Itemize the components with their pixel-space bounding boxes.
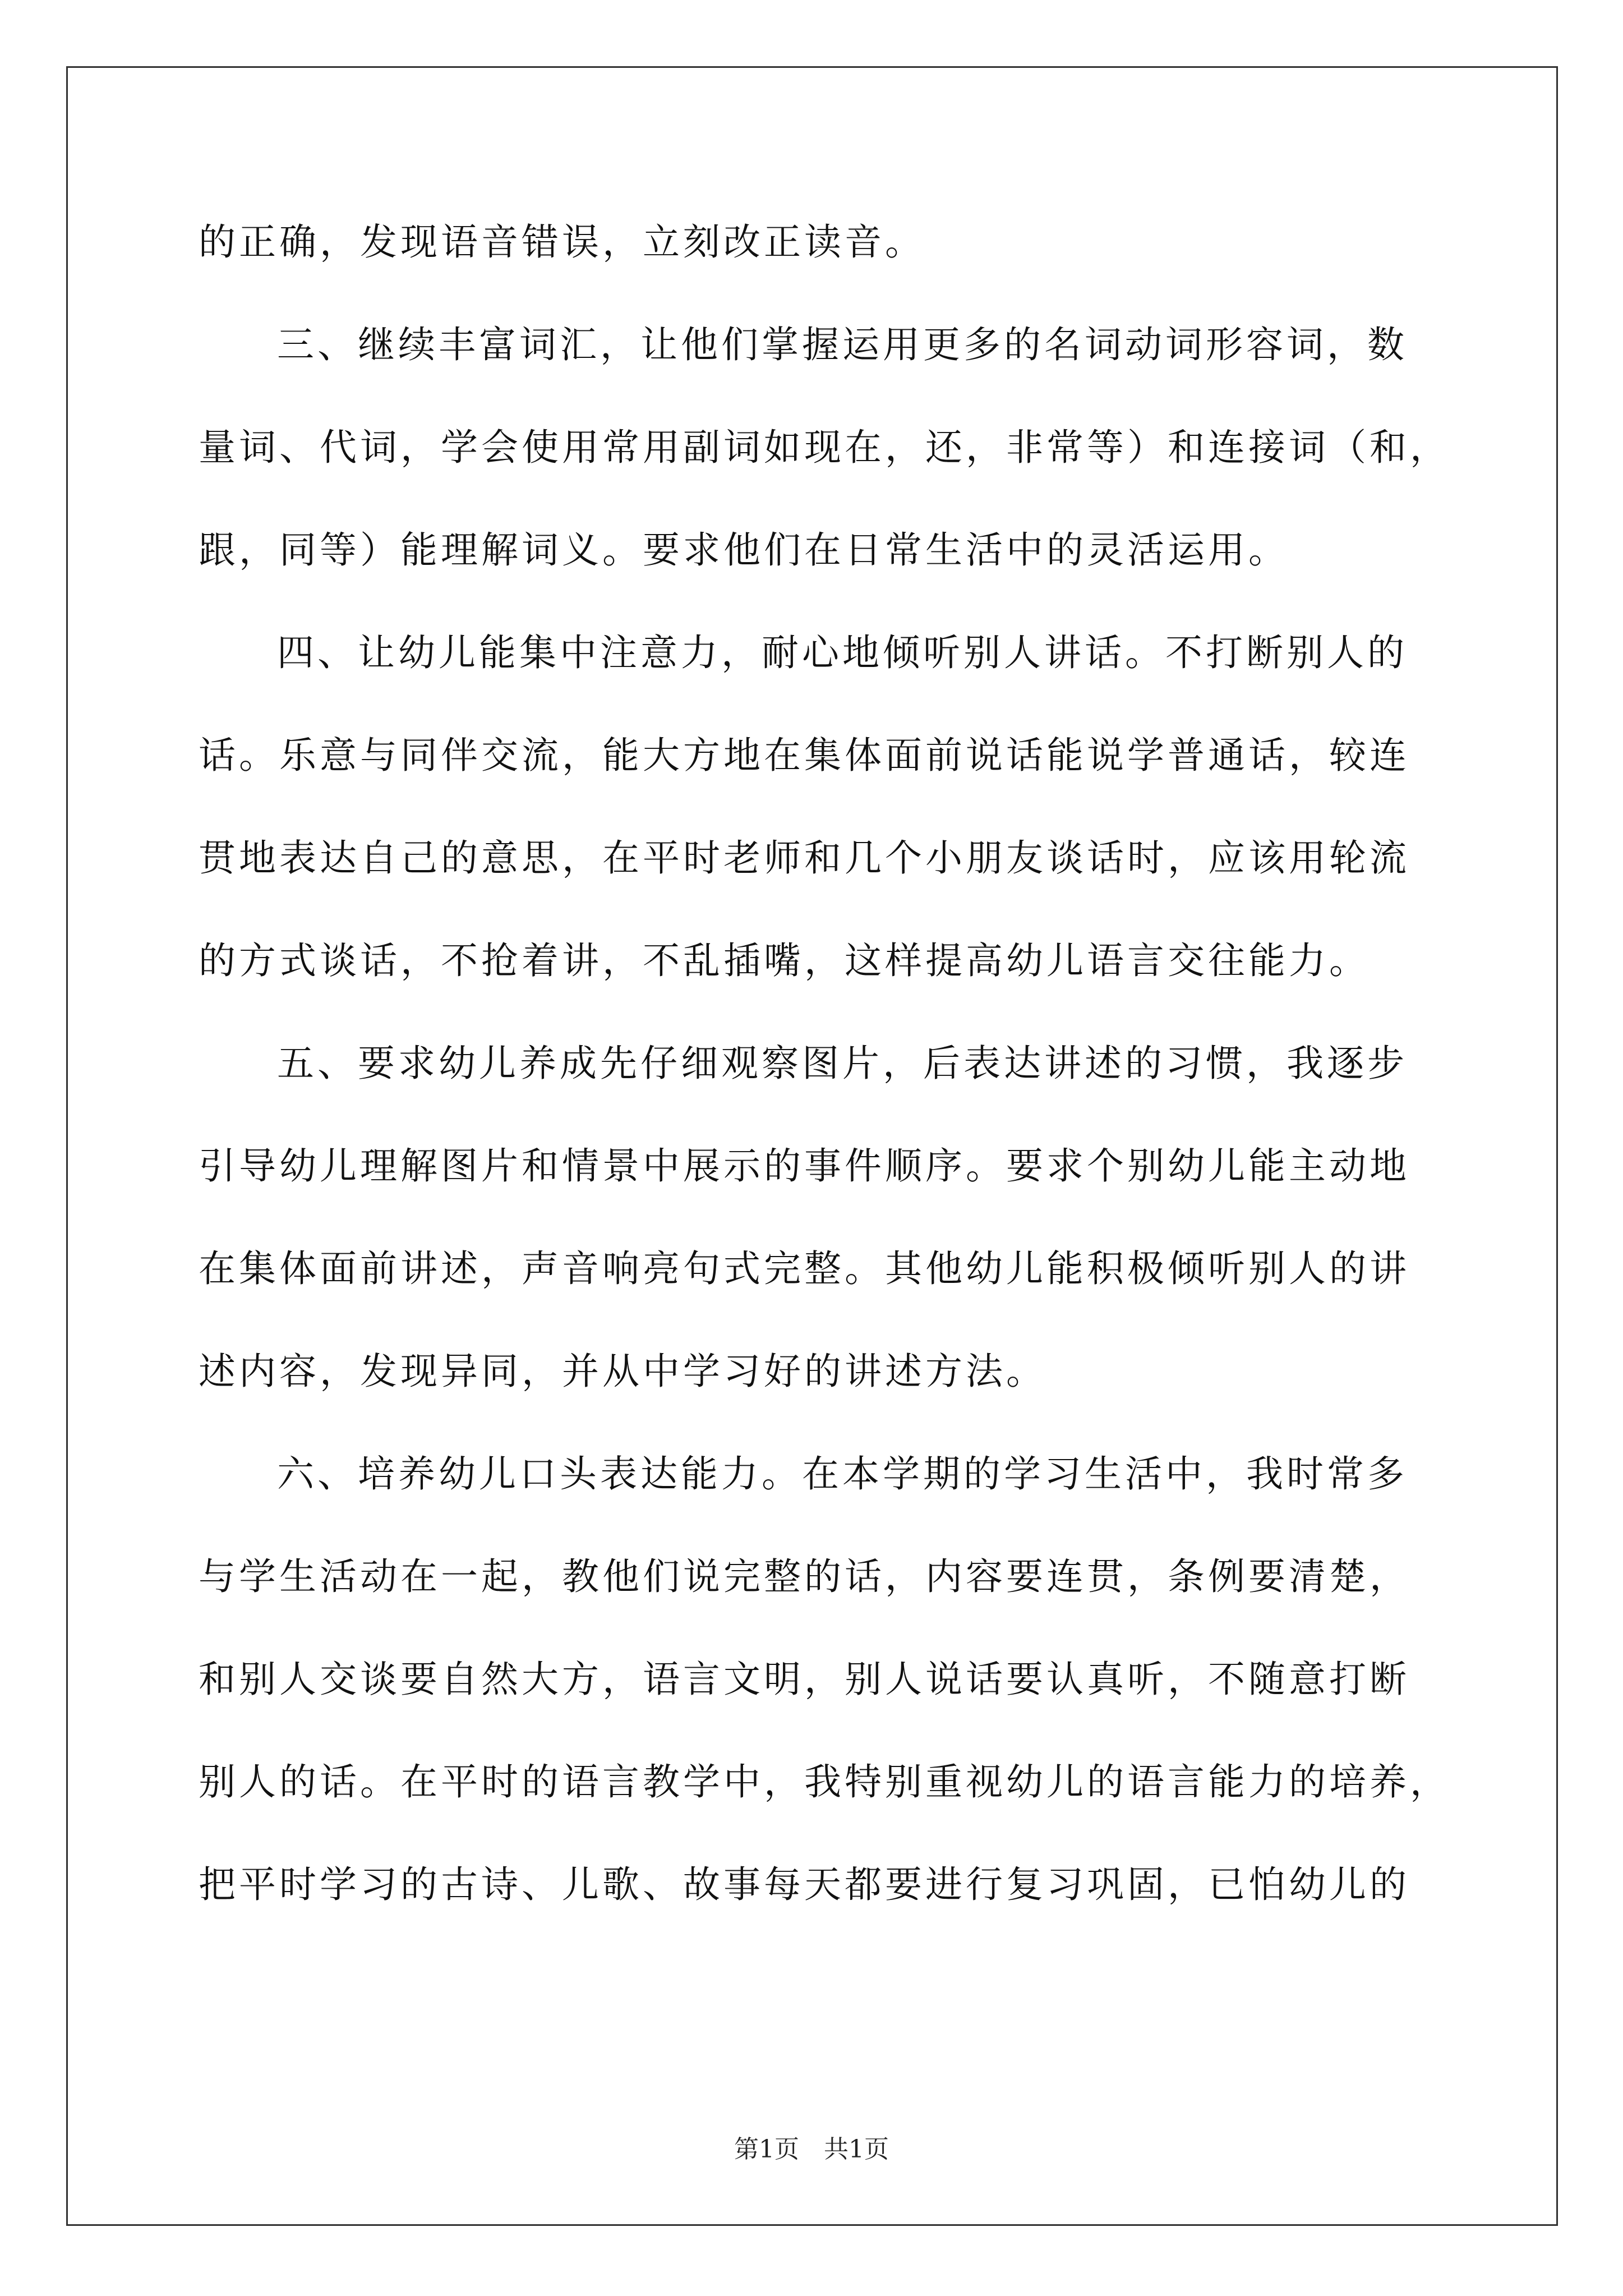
text-line: 的正确，发现语音错误，立刻改正读音。 [199, 220, 925, 264]
text-line: 和别人交谈要自然大方，语言文明，别人说话要认真听，不随意打断 [199, 1658, 1410, 1701]
text-line: 在集体面前讲述，声音响亮句式完整。其他幼儿能积极倾听别人的讲 [199, 1247, 1410, 1290]
text-line: 跟，同等）能理解词义。要求他们在日常生活中的灵活运用。 [199, 528, 1289, 572]
text-line: 别人的话。在平时的语言教学中，我特别重视幼儿的语言能力的培养， [199, 1760, 1450, 1803]
text-line: 四、让幼儿能集中注意力，耐心地倾听别人讲话。不打断别人的 [277, 631, 1408, 674]
text-line: 量词、代词，学会使用常用副词如现在，还，非常等）和连接词（和， [199, 426, 1450, 469]
text-line: 与学生活动在一起，教他们说完整的话，内容要连贯，条例要清楚， [199, 1555, 1410, 1598]
text-line: 引导幼儿理解图片和情景中展示的事件顺序。要求个别幼儿能主动地 [199, 1144, 1410, 1188]
text-line: 的方式谈话，不抢着讲，不乱插嘴，这样提高幼儿语言交往能力。 [199, 939, 1370, 982]
text-line: 六、培养幼儿口头表达能力。在本学期的学习生活中，我时常多 [277, 1452, 1408, 1496]
text-line: 话。乐意与同伴交流，能大方地在集体面前说话能说学普通话，较连 [199, 734, 1410, 777]
text-line: 述内容，发现异同，并从中学习好的讲述方法。 [199, 1350, 1046, 1393]
text-line: 三、继续丰富词汇，让他们掌握运用更多的名词动词形容词，数 [277, 323, 1408, 366]
text-line: 把平时学习的古诗、儿歌、故事每天都要进行复习巩固，已怕幼儿的 [199, 1863, 1410, 1906]
text-line: 贯地表达自己的意思，在平时老师和几个小朋友谈话时，应该用轮流 [199, 836, 1410, 880]
document-body [199, 191, 1450, 1936]
page-footer: 第1页 共1页 [734, 2135, 889, 2164]
text-line: 五、要求幼儿养成先仔细观察图片，后表达讲述的习惯，我逐步 [277, 1042, 1408, 1085]
